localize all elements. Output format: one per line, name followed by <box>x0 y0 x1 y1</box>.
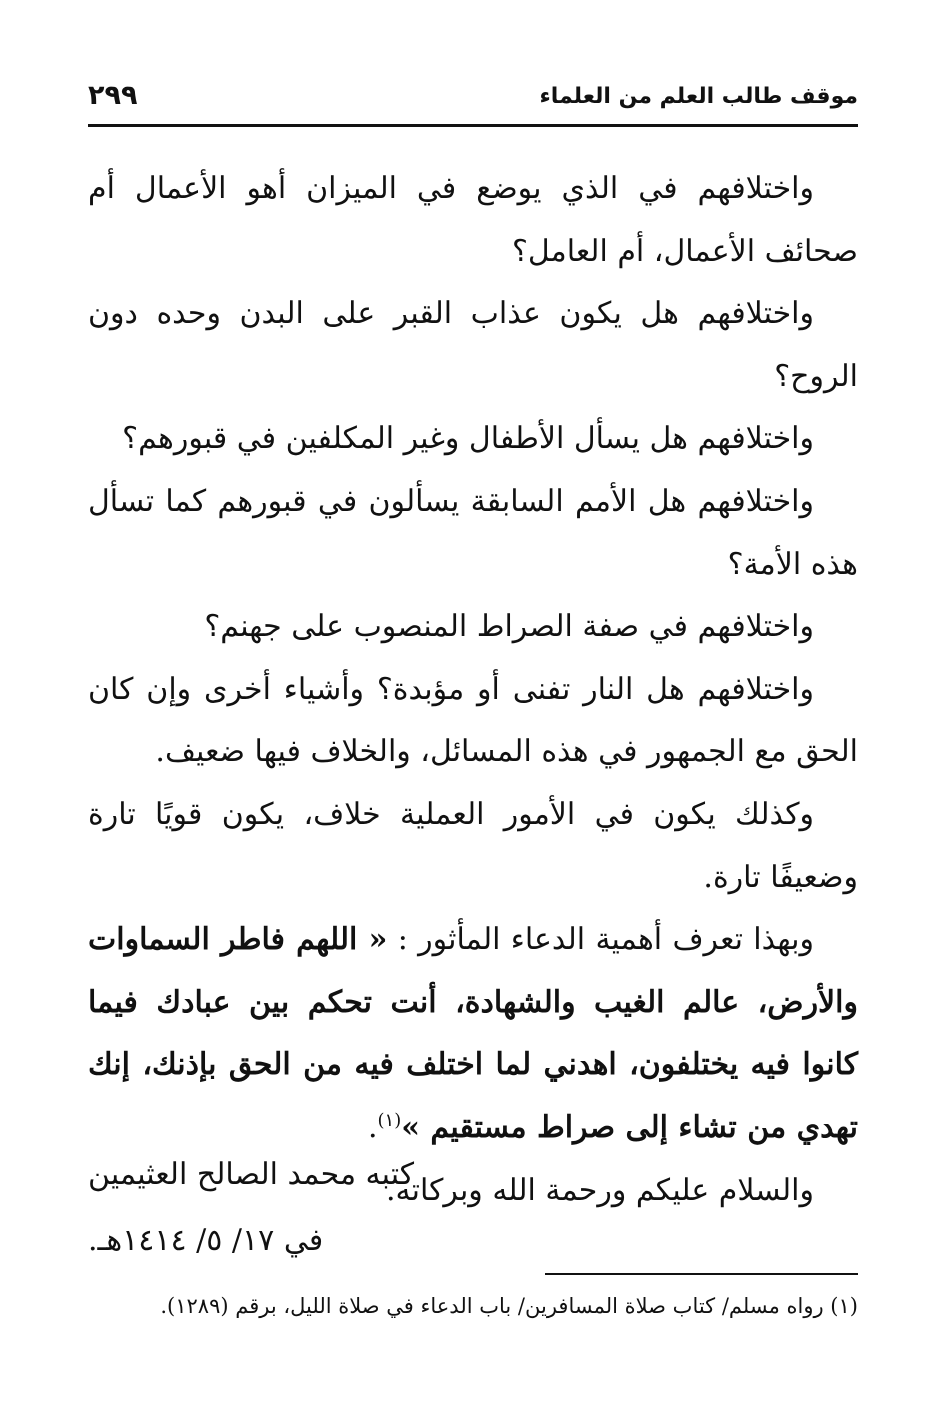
body-text <box>88 158 858 1222</box>
paragraph-previous-nations: واختلافهم هل الأمم السابقة يسألون في قبورهم كما تسأل هذه الأمة؟ <box>88 483 858 582</box>
running-title: موقف طالب العلم من العلماء <box>539 84 858 109</box>
page-header <box>88 78 858 122</box>
footnote: (١) رواه مسلم/ كتاب صلاة المسافرين/ باب الدعاء في صلاة الليل، برقم (١٢٨٩). <box>160 1294 858 1318</box>
supplication-end: . <box>367 1109 378 1145</box>
paragraph-hellfire: واختلافهم هل النار تفنى أو مؤبدة؟ وأشياء أخرى وإن كان الحق مع الجمهور في هذه المسائل، والخلاف فيها ضعيف. <box>88 671 858 770</box>
paragraph-sirat: واختلافهم في صفة الصراط المنصوب على جهنم؟ <box>204 609 814 645</box>
signature-block <box>88 1142 858 1274</box>
paragraph-supplication <box>88 909 858 1159</box>
supplication-intro: وبهذا تعرف أهمية الدعاء المأثور : <box>387 922 814 958</box>
supplication-text: « اللهم فاطر السماوات والأرض، عالم الغيب والشهادة، أنت تحكم بين عبادك فيما كانوا فيه يختلفون، اهدني لما اختلف فيه من الحق بإذنك، إنك تهدي من تشاء إلى صراط مستقيم » <box>88 922 858 1145</box>
paragraph-mizan: واختلافهم في الذي يوضع في الميزان أهو الأعمال أم صحائف الأعمال، أم العامل؟ <box>88 171 858 269</box>
paragraph-practical-matters: وكذلك يكون في الأمور العملية خلاف، يكون قويًا تارة وضعيفًا تارة. <box>88 796 858 895</box>
header-rule <box>88 124 858 127</box>
footnote-reference: (١) <box>377 1109 402 1131</box>
paragraph-closing-greeting: والسلام عليكم ورحمة الله وبركاته. <box>386 1172 814 1208</box>
date-line: في ١٧/ ٥/ ١٤١٤هـ. <box>88 1223 324 1258</box>
paragraph-grave-punishment: واختلافهم هل يكون عذاب القبر على البدن وحده دون الروح؟ <box>88 296 858 394</box>
author-line: كتبه محمد الصالح العثيمين <box>88 1157 415 1192</box>
paragraph-children-questioned: واختلافهم هل يسأل الأطفال وغير المكلفين في قبورهم؟ <box>122 421 814 457</box>
footnote-rule <box>545 1273 858 1275</box>
page-number: ٢٩٩ <box>88 80 138 111</box>
